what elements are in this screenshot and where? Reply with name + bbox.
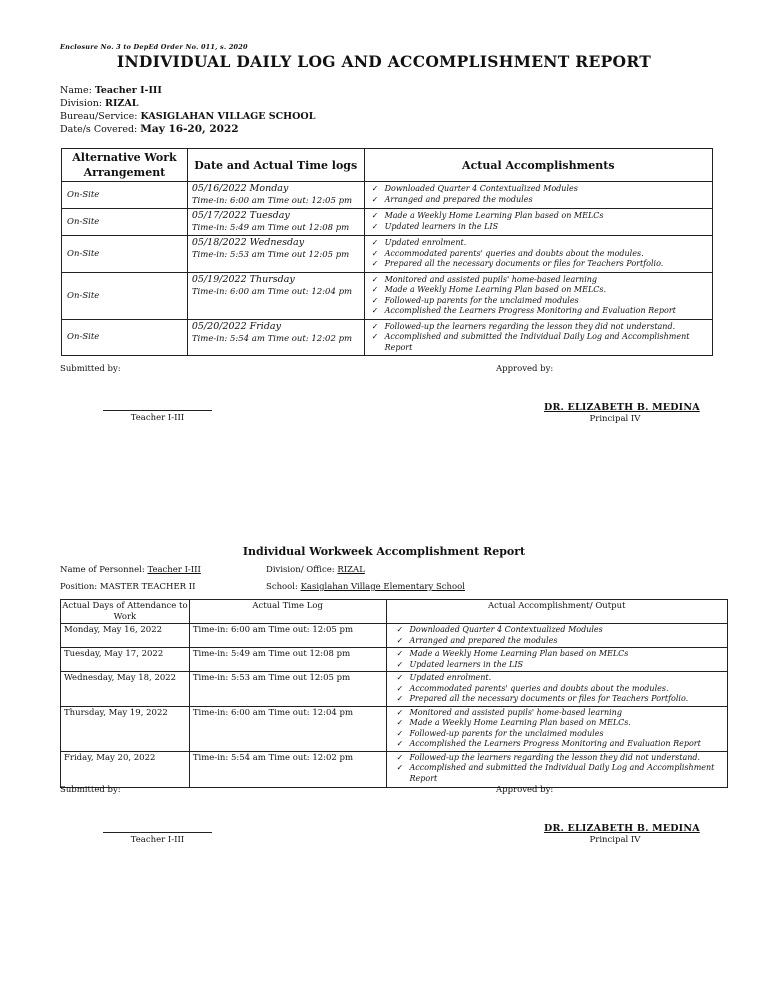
date-cell	[187, 182, 364, 209]
accomplishment-cell	[364, 236, 712, 273]
output-cell	[386, 648, 728, 672]
accomplishment-item: ✓ Followed-up parents for the unclaimed modules	[385, 296, 712, 307]
accomplishment-item: ✓ Accomplished the Learners Progress Monitoring and Evaluation Report	[385, 306, 712, 317]
table-row	[62, 182, 713, 209]
time-text: Time-in: 5:53 am Time out 12:05 pm	[191, 250, 350, 260]
time-text: Time-in: 6:00 am Time out: 12:04 pm	[191, 286, 353, 297]
signature-line-2	[103, 832, 212, 833]
workweek-table	[60, 599, 728, 788]
approver-title: Principal IV	[589, 414, 641, 424]
accomplishment-item: ✓ Made a Weekly Home Learning Plan based on MELCs	[385, 211, 712, 222]
output-item: ✓ Accommodated parents' queries and doubts about the modules.	[410, 684, 728, 695]
signature-line	[103, 410, 212, 411]
date-cell	[187, 209, 364, 236]
submitted-by-label-2: Submitted by:	[60, 785, 121, 795]
output-item: ✓ Followed-up the learners regarding the lesson they did not understand.	[410, 753, 728, 764]
accomplishment-cell	[364, 272, 712, 319]
division-label: Division:	[60, 98, 103, 109]
submitted-by-label: Submitted by:	[60, 364, 121, 374]
accomplishment-item: ✓ Made a Weekly Home Learning Plan based on MELCs.	[385, 285, 712, 296]
arrangement-cell: On-Site	[62, 319, 188, 356]
output-cell	[386, 672, 728, 707]
header-output: Actual Accomplishment/ Output	[386, 600, 728, 624]
arrangement-cell: On-Site	[62, 236, 188, 273]
date-cell	[187, 236, 364, 273]
accomplishment-cell	[364, 319, 712, 356]
day-cell: Wednesday, May 18, 2022	[61, 672, 190, 707]
table-row	[61, 648, 728, 672]
accomplishment-item: ✓ Prepared all the necessary documents or files for Teachers Portfolio.	[385, 259, 712, 270]
daily-log-table	[61, 148, 713, 356]
date-cell	[187, 272, 364, 319]
output-cell	[386, 706, 728, 751]
table-row	[61, 751, 728, 787]
bureau-label: Bureau/Service:	[60, 111, 138, 122]
dates-value: May 16-20, 2022	[140, 123, 239, 135]
school-label: School:	[266, 582, 298, 592]
date-text: 05/16/2022 Monday	[191, 183, 289, 194]
day-cell: Monday, May 16, 2022	[61, 624, 190, 648]
arrangement-cell: On-Site	[62, 272, 188, 319]
teacher-title: Teacher I-III	[130, 413, 185, 423]
output-cell	[386, 751, 728, 787]
time-cell: Time-in: 6:00 am Time out: 12:04 pm	[189, 706, 386, 751]
arrangement-cell: On-Site	[62, 209, 188, 236]
table-row	[62, 209, 713, 236]
output-item: ✓ Monitored and assisted pupils' home-based learning	[410, 708, 728, 719]
accomplishment-item: ✓ Updated enrolment.	[385, 238, 712, 249]
personnel-line	[60, 565, 201, 575]
output-item: ✓ Prepared all the necessary documents or files for Teachers Portfolio.	[410, 694, 728, 705]
approver-name: DR. ELIZABETH B. MEDINA	[544, 402, 700, 413]
personnel-label: Name of Personnel:	[60, 565, 145, 575]
workweek-report-title: Individual Workweek Accomplishment Report	[242, 545, 526, 558]
arrangement-cell: On-Site	[62, 182, 188, 209]
table-header-row	[62, 149, 713, 182]
day-cell: Thursday, May 19, 2022	[61, 706, 190, 751]
date-text: 05/20/2022 Friday	[191, 320, 281, 332]
position-value: MASTER TEACHER II	[99, 582, 196, 592]
accomplishment-item: ✓ Updated learners in the LIS	[385, 222, 712, 233]
bureau-line	[60, 111, 315, 122]
office-value: RIZAL	[337, 565, 365, 575]
output-item: ✓ Updated learners in the LIS	[410, 660, 728, 671]
header-arrangement: Alternative Work Arrangement	[62, 149, 188, 182]
school-value: Kasiglahan Village Elementary School	[300, 582, 465, 592]
time-text: Time-in: 5:54 am Time out: 12:02 pm	[191, 333, 353, 344]
header-accomplishments: Actual Accomplishments	[364, 149, 712, 182]
accomplishment-cell	[364, 182, 712, 209]
header-days: Actual Days of Attendance to Work	[62, 601, 188, 622]
time-cell: Time-in: 5:53 am Time out 12:05 pm	[189, 672, 386, 707]
output-item: ✓ Accomplished the Learners Progress Monitoring and Evaluation Report	[410, 739, 728, 750]
time-text: Time-in: 5:49 am Time out 12:08 pm	[191, 223, 350, 233]
personnel-value: Teacher I-III	[147, 565, 201, 575]
accomplishment-item: ✓ Accomplished and submitted the Individual Daily Log and Accomplishment Report	[385, 332, 712, 353]
table-row	[61, 624, 728, 648]
date-text: 05/18/2022 Wednesday	[191, 237, 305, 248]
school-line	[266, 582, 465, 592]
position-line	[60, 582, 195, 592]
approved-by-label: Approved by:	[496, 364, 554, 374]
dates-line	[60, 123, 239, 135]
output-item: ✓ Downloaded Quarter 4 Contextualized Modules	[410, 625, 728, 636]
dates-label: Date/s Covered:	[60, 124, 138, 135]
time-cell: Time-in: 6:00 am Time out: 12:05 pm	[189, 624, 386, 648]
bureau-value: KASIGLAHAN VILLAGE SCHOOL	[140, 111, 316, 122]
output-item: ✓ Accomplished and submitted the Individual Daily Log and Accomplishment Report	[410, 763, 728, 784]
approver-name-2: DR. ELIZABETH B. MEDINA	[544, 823, 700, 834]
teacher-title-2: Teacher I-III	[130, 835, 185, 845]
division-value: RIZAL	[105, 98, 139, 109]
name-label: Name:	[60, 85, 92, 96]
page-title: INDIVIDUAL DAILY LOG AND ACCOMPLISHMENT REPORT	[116, 52, 652, 71]
table-row	[61, 706, 728, 751]
accomplishment-cell	[364, 209, 712, 236]
name-value: Teacher I-III	[94, 85, 162, 96]
output-cell	[386, 624, 728, 648]
output-item: ✓ Made a Weekly Home Learning Plan based on MELCs.	[410, 718, 728, 729]
table-row	[62, 319, 713, 356]
division-line	[60, 98, 138, 109]
position-label: Position:	[60, 582, 98, 592]
output-item: ✓ Made a Weekly Home Learning Plan based on MELCs	[410, 649, 728, 660]
approved-by-label-2: Approved by:	[496, 785, 554, 795]
header-time-log: Actual Time Log	[189, 600, 386, 624]
table-row	[62, 272, 713, 319]
accomplishment-item: ✓ Downloaded Quarter 4 Contextualized Modules	[385, 184, 712, 195]
accomplishment-item: ✓ Accommodated parents' queries and doubts about the modules.	[385, 249, 712, 260]
accomplishment-item: ✓ Followed-up the learners regarding the lesson they did not understand.	[385, 322, 712, 333]
day-cell: Friday, May 20, 2022	[61, 751, 190, 787]
date-cell	[187, 319, 364, 356]
name-line	[60, 85, 162, 96]
office-line	[266, 565, 365, 575]
accomplishment-item: ✓ Arranged and prepared the modules	[385, 195, 712, 206]
output-item: ✓ Arranged and prepared the modules	[410, 636, 728, 647]
output-item: ✓ Followed-up parents for the unclaimed modules	[410, 729, 728, 740]
date-text: 05/19/2022 Thursday	[191, 273, 295, 285]
office-label: Division/ Office:	[266, 565, 335, 575]
table-header-row	[61, 600, 728, 624]
output-item: ✓ Updated enrolment.	[410, 673, 728, 684]
day-cell: Tuesday, May 17, 2022	[61, 648, 190, 672]
enclosure-note: Enclosure No. 3 to DepEd Order No. 011, s. 2020	[60, 43, 248, 51]
time-text: Time-in: 6:00 am Time out: 12:05 pm	[191, 196, 353, 206]
time-cell: Time-in: 5:54 am Time out: 12:02 pm	[189, 751, 386, 787]
header-date-time: Date and Actual Time logs	[187, 149, 364, 182]
table-row	[62, 236, 713, 273]
table-row	[61, 672, 728, 707]
accomplishment-item: ✓ Monitored and assisted pupils' home-based learning	[385, 275, 712, 286]
date-text: 05/17/2022 Tuesday	[191, 210, 290, 221]
time-cell: Time-in: 5:49 am Time out 12:08 pm	[189, 648, 386, 672]
approver-title-2: Principal IV	[589, 835, 641, 845]
